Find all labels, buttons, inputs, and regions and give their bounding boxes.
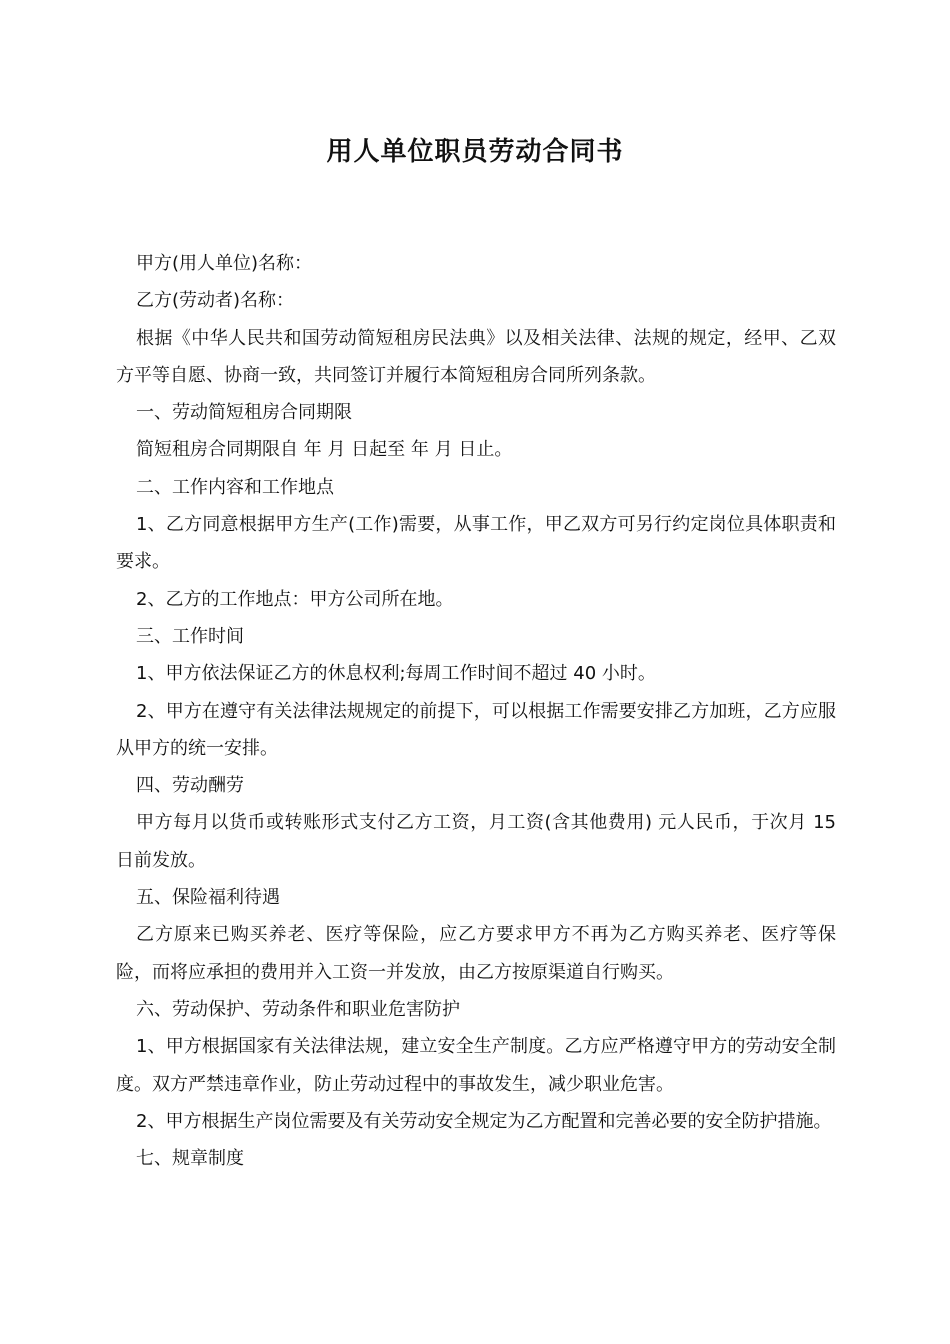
section-heading-rules: 七、规章制度 [136,1148,244,1170]
preamble-paragraph: 根据《中华人民共和国劳动简短租房民法典》以及相关法律、法规的规定，经甲、乙双方平等自愿、协商一致，共同签订并履行本简短租房合同所列条款。 [116,327,836,386]
section-heading-insurance: 五、保险福利待遇 [136,887,280,909]
section-heading-contract-term: 一、劳动简短租房合同期限 [136,402,352,424]
section-heading-work-hours: 三、工作时间 [136,625,244,647]
document-title: 用人单位职员劳动合同书 [326,137,624,167]
document-body [116,245,836,1177]
party-b-name-line: 乙方(劳动者)名称： [136,290,295,312]
labor-protection-item-2: 2、甲方根据生产岗位需要及有关劳动安全规定为乙方配置和完善必要的安全防护措施。 [136,1110,832,1132]
section-heading-work-content: 二、工作内容和工作地点 [136,476,334,498]
work-content-item-2: 2、乙方的工作地点：甲方公司所在地。 [136,588,454,610]
party-a-name-line: 甲方(用人单位)名称： [136,253,313,274]
contract-term-paragraph: 简短租房合同期限自 年 月 日起至 年 月 日止。 [136,439,513,461]
work-hours-item-1: 1、甲方依法保证乙方的休息权利;每周工作时间不超过 40 小时。 [136,663,656,685]
insurance-paragraph: 乙方原来已购买养老、医疗等保险，应乙方要求甲方不再为乙方购买养老、医疗等保险，而将应承担的费用并入工资一并发放，由乙方按原渠道自行购买。 [116,924,836,983]
labor-protection-item-1: 1、甲方根据国家有关法律法规，建立安全生产制度。乙方应严格遵守甲方的劳动安全制度。双方严禁违章作业，防止劳动过程中的事故发生，减少职业危害。 [116,1036,836,1095]
work-hours-item-2: 2、甲方在遵守有关法律法规规定的前提下，可以根据工作需要安排乙方加班，乙方应服从甲方的统一安排。 [116,700,836,759]
remuneration-paragraph: 甲方每月以货币或转账形式支付乙方工资，月工资(含其他费用) 元人民币，于次月 15 日前发放。 [116,812,836,871]
section-heading-remuneration: 四、劳动酬劳 [136,775,244,797]
section-heading-labor-protection: 六、劳动保护、劳动条件和职业危害防护 [136,998,460,1020]
work-content-item-1: 1、乙方同意根据甲方生产(工作)需要，从事工作，甲乙双方可另行约定岗位具体职责和要求。 [116,514,836,573]
